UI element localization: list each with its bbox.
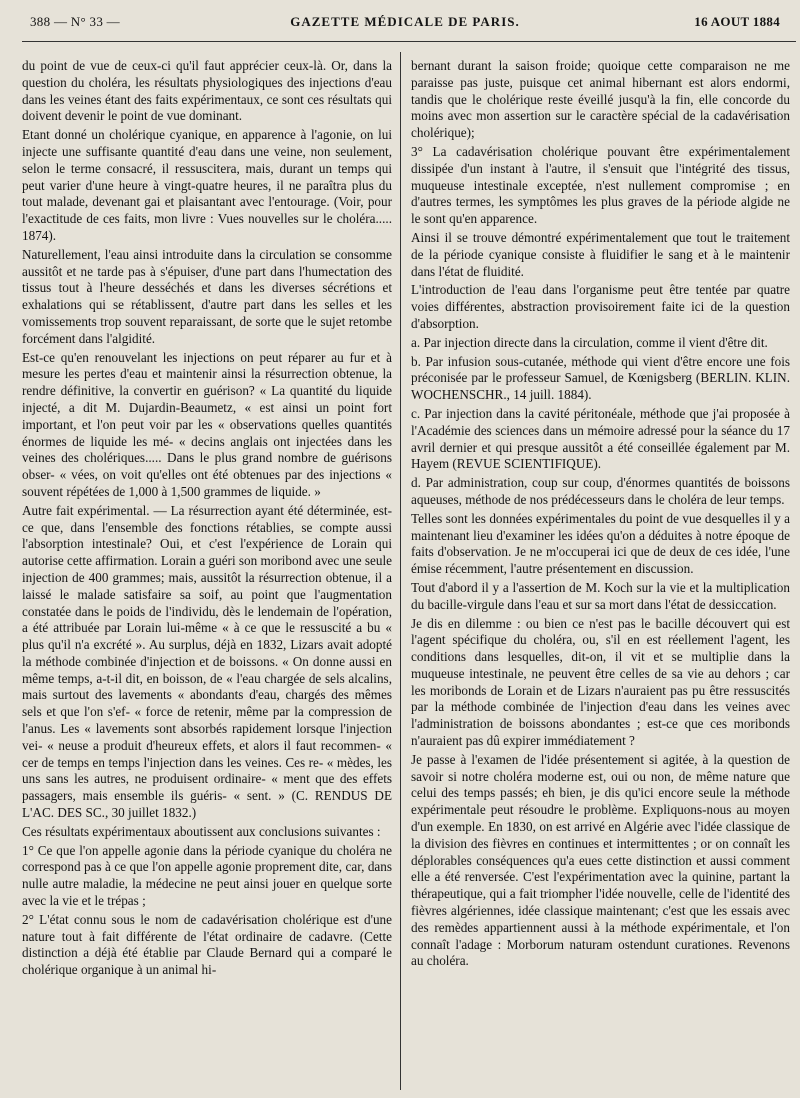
page-number: 388 — N° 33 — <box>30 14 120 29</box>
paragraph: 1° Ce que l'on appelle agonie dans la période cyanique du choléra ne correspond pas à ce que l'on appelle agonie proprement dite, car, dans nulle autre maladie, la médecine ne peut ainsi jouer en quelque sorte avec la vie et le trépas ; <box>22 842 392 909</box>
paragraph: Tout d'abord il y a l'assertion de M. Koch sur la vie et la multiplication du bacille-virgule dans l'eau et sur sa mort dans l'état de dessiccation. <box>411 579 790 612</box>
paragraph: Je passe à l'examen de l'idée présentement si agitée, à la question de savoir si notre choléra moderne est, oui ou non, de même nature que celui des temps passés; eh bien, je dis qu'ici encore seule la méthode expérimentale peut résoudre le problème. Expliquons-nous au moyen d'un exemple. En 1830, on est arrivé en Algérie avec l'idée classique de la division des fièvres en continues et intermittentes ; or on connaît les déplorables conséquences qu'a eues cette distinction et aussi comment elle a été renversée. C'est l'expérimentation avec la quinine, partant la thérapeutique, qui a fait triompher l'idée nouvelle, celle de l'identité des fièvres algériennes, idée classique maintenant; c'est que les essais avec des remèdes appartiennent aussi à la méthode expérimentale, et l'on connaît l'adage : Morborum naturam ostendunt curationes. Revenons au choléra. <box>411 751 790 969</box>
paragraph: Telles sont les données expérimentales du point de vue desquelles il y a maintenant lieu d'examiner les idées qu'on a déduites à notre époque de faits d'observation. Je ne m'occuperai ici que de deux de ces idée, l'une émise récemment, l'autre présentement en discussion. <box>411 510 790 577</box>
paragraph: 3° La cadavérisation cholérique pouvant être expérimentalement dissipée d'un instant à l'autre, il s'ensuit que l'intégrité des tissus, muqueuse intestinale exceptée, n'est nullement compromise ; en d'autres termes, les symptômes les plus graves de la période algide ne le sont qu'en apparence. <box>411 143 790 227</box>
right-column <box>411 58 790 1090</box>
paragraph: L'introduction de l'eau dans l'organisme peut être tentée par quatre voies différentes, abstraction provisoirement faite ici de la question d'absorption. <box>411 282 790 331</box>
paragraph: du point de vue de ceux-ci qu'il faut apprécier ceux-là. Or, dans la question du choléra, les résultats physiologiques des injections d'eau dans les veines étant des faits expérimentaux, ce sont ces résultats qui doivent devenir le point de vue dominant. <box>22 58 392 124</box>
paragraph: d. Par administration, coup sur coup, d'énormes quantités de boissons aqueuses, méthode de nos prédécesseurs dans le choléra de leur temps. <box>411 475 790 507</box>
page-header <box>30 14 780 34</box>
paragraph: Autre fait expérimental. — La résurrection ayant été déterminée, est-ce que, dans l'ensemble des fonctions rétablies, se compte aussi l'absorption intestinale? Oui, et c'est l'expérience de Lorain qui autorise cette affirmation. Lorain a guéri son moribond avec une seule injection de 400 grammes; mais, aussitôt la résurrection obtenue, il a laissé le malade satisfaire sa soif, au point que l'augmentation constatée dans le poids de l'individu, dès le lendemain de l'opération, a été attribuée par Lorain lui-même « à ce que le ressuscité a bu « plus qu'il n'a excrété ». Au surplus, déjà en 1832, Lizars avait adopté la méthode combinée d'injection et de boissons. « On donne aussi en même temps, a-t-il dit, en boisson, de « l'eau chargée de sels alcalins, mais surtout des lavements « abondants d'eau, chargés des mêmes sels et que l'on s'ef- « force de retenir, même par la compression de l'anus. Les « lavements sont absorbés rapidement lorsque l'injection vei- « neuse a produit d'heureux effets, et alors il faut recommen- « cer de temps en temps l'injection dans les veines. Ces re- « mèdes, les uns sans les autres, ne produisent ordinaire- « ment que des effets passagers, mais ensemble ils guéris- « sent. » (C. RENDUS DE L'AC. DES SC., 30 juillet 1832.) <box>22 502 392 821</box>
left-column <box>22 58 392 1090</box>
paragraph: Ainsi il se trouve démontré expérimentalement que tout le traitement de la période cyanique consiste à fluidifier le sang et à le maintenir dans l'état de fluidité. <box>411 229 790 279</box>
paragraph: a. Par injection directe dans la circulation, comme il vient d'être dit. <box>411 334 768 350</box>
paragraph: b. Par infusion sous-cutanée, méthode qui vient d'être encore une fois préconisée par le professeur Samuel, de Kœnigsberg (BERLIN. KLIN. WOCHENSCHR., 14 juill. 1884). <box>411 353 790 403</box>
paragraph: c. Par injection dans la cavité péritonéale, méthode que j'ai proposée à l'Académie des sciences dans un mémoire adressé pour la séance du 17 avril dernier et qui presque aussitôt a été conseillée également par M. Hayem (REVUE SCIENTIFIQUE). <box>411 405 790 472</box>
journal-title: GAZETTE MÉDICALE DE PARIS. <box>290 14 520 29</box>
header-rule <box>22 41 796 42</box>
paragraph: Naturellement, l'eau ainsi introduite dans la circulation se consomme aussitôt et ne tarde pas à s'épuiser, d'une part dans l'humectation des tissus tout à l'heure desséchés et dans les diverses sécrétions et exhalations qui se rétablissent, d'autre part dans les selles et les vomissements trop souvent reparaissant, de sorte que le sujet retombe forcément dans l'algidité. <box>22 246 392 346</box>
column-divider <box>400 52 401 1090</box>
paragraph: Est-ce qu'en renouvelant les injections on peut réparer au fur et à mesure les pertes d'eau et maintenir ainsi la résurrection obtenue, la rendre définitive, la convertir en guérison? « La quantité du liquide injecté, a dit M. Dujardin-Beaumetz, « est ainsi un point fort important, et l'on peut voir par les « observations quelles quantités énormes de liquide les mé- « decins anglais ont injectées dans les veines des cholériques..... Dans le plus grand nombre de guérisons obser- « vées, on voit qu'elles ont été obtenues par des injections « souvent répétées de 1,000 à 1,500 grammes de liquide. » <box>22 349 392 499</box>
paragraph: 2° L'état connu sous le nom de cadavérisation cholérique est d'une nature tout à fait différente de l'état ordinaire de cadavre. (Cette distinction a déjà été établie par Claude Bernard qui a comparé le cholérique organique à un animal hi- <box>22 911 392 978</box>
paragraph: Etant donné un cholérique cyanique, en apparence à l'agonie, on lui injecte une suffisante quantité d'eau dans une veine, non seulement, selon le terme consacré, il ressuscitera, mais, durant un temps qui peut varier d'une heure à vingt-quatre heures, il ne paraîtra plus du tout malade, devenant gai et plaisantant avec l'entourage. (Voir, pour l'exactitude de ces faits, mon livre : Vues nouvelles sur le choléra..... 1874). <box>22 127 392 243</box>
paragraph: bernant durant la saison froide; quoique cette comparaison ne me paraisse pas juste, puisque cet animal hibernant est alors endormi, tandis que le cholérique reste éveillé jusqu'à la fin, elle concorde du moins avec mon assertion sur le caractère spécial de la cadavérisation cholérique); <box>411 58 790 141</box>
paragraph: Je dis en dilemme : ou bien ce n'est pas le bacille découvert qui est l'agent spécifique du choléra, ou, s'il en est réellement l'agent, les conditions dans lesquelles, dit-on, il vit et se multiplie dans la muqueuse intestinale, ne peuvent être celles de sa vie au dehors ; car les moribonds de Lorain et de Lizars n'auraient pas pu être ressuscités par la méthode combinée de l'injection d'eau dans les veines avec l'administration de boissons abondantes ; est-ce que ces moribonds n'auraient pas dû expirer immédiatement ? <box>411 615 790 749</box>
issue-date: 16 AOUT 1884 <box>694 14 780 29</box>
paragraph: Ces résultats expérimentaux aboutissent aux conclusions suivantes : <box>22 823 381 839</box>
